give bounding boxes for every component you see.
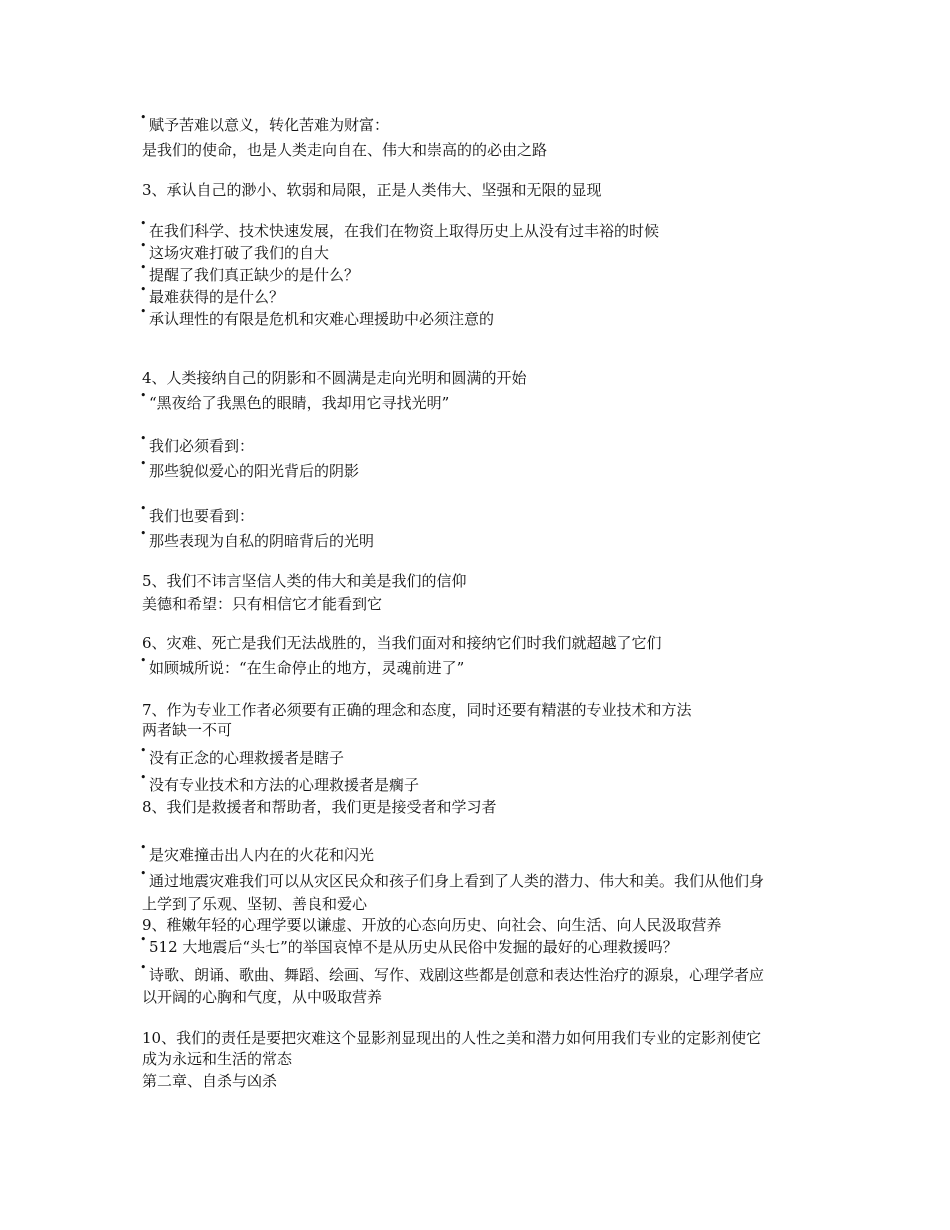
bullet-icon: •: [140, 502, 147, 515]
bullet-line: [140, 261, 360, 285]
line-text: 我们也要看到：: [149, 507, 255, 525]
line-text: 成为永远和生活的常态: [142, 1050, 293, 1068]
text-line: [142, 180, 602, 200]
line-text: 美德和希望：只有相信它才能看到它: [142, 595, 383, 613]
bullet-line: [140, 527, 375, 551]
line-text: 8、我们是救援者和帮助者，我们更是接受者和学习者: [142, 798, 497, 816]
text-line: [142, 915, 722, 935]
text-line: [142, 1071, 277, 1091]
text-line: [142, 571, 467, 591]
bullet-icon: •: [140, 654, 147, 667]
bullet-line: [140, 305, 495, 329]
bullet-icon: •: [140, 111, 147, 124]
bullet-icon: •: [140, 261, 147, 274]
line-text: 5、我们不讳言坚信人类的伟大和美是我们的信仰: [142, 572, 467, 590]
text-line: [142, 1028, 761, 1048]
bullet-icon: •: [140, 217, 147, 230]
bullet-line: [140, 111, 390, 135]
text-line: [142, 797, 497, 817]
bullet-line: [140, 217, 660, 241]
bullet-icon: •: [140, 239, 147, 252]
line-text: 诗歌、朗诵、歌曲、舞蹈、绘画、写作、戏剧这些都是创意和表达性治疗的源泉，心理学者应: [149, 966, 765, 984]
bullet-icon: •: [140, 305, 147, 318]
text-line: [142, 894, 367, 914]
line-text: 承认理性的有限是危机和灾难心理援助中必须注意的: [149, 310, 495, 328]
line-text: 没有正念的心理救援者是瞎子: [149, 749, 345, 767]
text-line: [142, 987, 382, 1007]
line-text: 最难获得的是什么？: [149, 288, 285, 306]
line-text: 那些表现为自私的阴暗背后的光明: [149, 532, 375, 550]
bullet-line: [140, 961, 765, 985]
bullet-line: [140, 239, 330, 263]
bullet-icon: •: [140, 457, 147, 470]
line-text: 这场灾难打破了我们的自大: [149, 244, 330, 262]
text-line: [142, 594, 382, 614]
bullet-line: [140, 654, 465, 678]
line-text: 没有专业技术和方法的心理救援者是瘸子: [149, 776, 420, 794]
bullet-line: [140, 771, 420, 795]
bullet-icon: •: [140, 841, 147, 854]
bullet-icon: •: [140, 283, 147, 296]
text-line: [142, 633, 662, 653]
line-text: 上学到了乐观、坚韧、善良和爱心: [142, 895, 368, 913]
line-text: 是我们的使命，也是人类走向自在、伟大和崇高的的必由之路: [142, 141, 548, 159]
line-text: 我们必须看到：: [149, 437, 255, 455]
line-text: 4、人类接纳自己的阴影和不圆满是走向光明和圆满的开始: [142, 369, 527, 387]
line-text: 赋予苦难以意义，转化苦难为财富：: [149, 116, 390, 134]
text-line: [142, 720, 232, 740]
bullet-icon: •: [140, 933, 147, 946]
bullet-line: [140, 502, 255, 526]
line-text: 9、稚嫩年轻的心理学要以谦虚、开放的心态向历史、向社会、向生活、向人民汲取营养: [142, 916, 722, 934]
line-text: 第二章、自杀与凶杀: [142, 1072, 278, 1090]
bullet-line: [140, 744, 345, 768]
bullet-line: [140, 432, 255, 456]
bullet-icon: •: [140, 771, 147, 784]
bullet-icon: •: [140, 961, 147, 974]
line-text: 如顾城所说：“在生命停止的地方，灵魂前进了”: [149, 659, 465, 677]
text-line: [142, 700, 692, 720]
bullet-line: [140, 841, 375, 865]
line-text: 以开阔的心胸和气度，从中吸取营养: [142, 988, 383, 1006]
text-line: [142, 368, 527, 388]
line-text: 10、我们的责任是要把灾难这个显影剂显现出的人性之美和潜力如何用我们专业的定影剂使它: [142, 1029, 762, 1047]
bullet-line: [140, 933, 678, 957]
bullet-icon: •: [140, 389, 147, 402]
text-line: [142, 140, 547, 160]
bullet-icon: •: [140, 867, 147, 880]
bullet-line: [140, 389, 450, 413]
line-text: 两者缺一不可: [142, 721, 233, 739]
line-text: 6、灾难、死亡是我们无法战胜的，当我们面对和接纳它们时我们就超越了它们: [142, 634, 662, 652]
line-text: 7、作为专业工作者必须要有正确的理念和态度，同时还要有精湛的专业技术和方法: [142, 701, 692, 719]
line-text: 512 大地震后“头七”的举国哀悼不是从历史从民俗中发掘的最好的心理救援吗？: [149, 938, 678, 956]
line-text: 3、承认自己的渺小、软弱和局限，正是人类伟大、坚强和无限的显现: [142, 181, 602, 199]
bullet-line: [140, 283, 285, 307]
bullet-icon: •: [140, 432, 147, 445]
bullet-icon: •: [140, 744, 147, 757]
line-text: 在我们科学、技术快速发展，在我们在物资上取得历史上从没有过丰裕的时候: [149, 222, 660, 240]
bullet-icon: •: [140, 527, 147, 540]
bullet-line: [140, 457, 360, 481]
line-text: 提醒了我们真正缺少的是什么？: [149, 266, 360, 284]
line-text: 是灾难撞击出人内在的火花和闪光: [149, 846, 375, 864]
text-line: [142, 1049, 292, 1069]
line-text: 那些貌似爱心的阳光背后的阴影: [149, 462, 360, 480]
line-text: 通过地震灾难我们可以从灾区民众和孩子们身上看到了人类的潜力、伟大和美。我们从他们身: [149, 872, 765, 890]
bullet-line: [140, 867, 765, 891]
line-text: “黑夜给了我黑色的眼睛，我却用它寻找光明”: [149, 394, 450, 412]
